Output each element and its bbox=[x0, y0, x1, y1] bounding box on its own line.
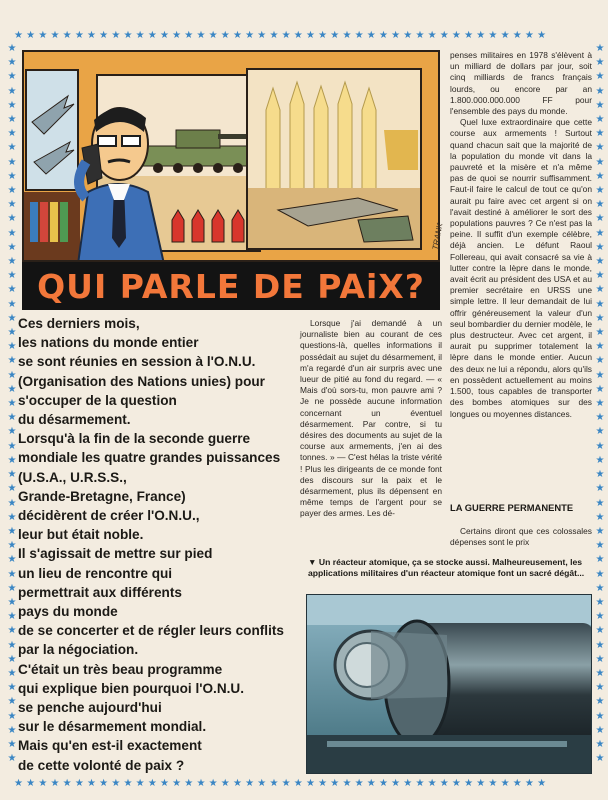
star-border-left: ★ ★ ★ ★ ★ ★ ★ ★ ★ ★ ★ ★ ★ ★ ★ ★ ★ ★ ★ ★ ★ ★ ★ ★ ★ ★ ★ ★ ★ ★ ★ ★ ★ ★ ★ ★ ★ ★ ★ ★ ★ ★ ★ ★ ★ ★ ★ ★ ★ ★ ★ bbox=[7, 43, 17, 765]
article-paragraph: Lorsque j'ai demandé à un journaliste bien au courant de ces questions-là, quelles informations il possédait au sujet du désarmement, il m'a regardé d'un air surpris avec une lueur de pitié au fond du regard. — « Mais d'où sors-tu, mon pauvre ami ? Je ne possède aucune information concernant un éventuel désarmement. Par contre, si tu désires des documents au sujet de la course aux armements, j'en ai des tonnes. » — C'est hélas la triste vérité ! Plus les dirigeants de ce monde font des discours sur la paix et le désarmement, plus ils dépensent en même temps de l'argent pour se payer des armes. Les dé- bbox=[300, 318, 442, 519]
man-on-phone-illustration bbox=[68, 88, 178, 262]
missile-scene-illustration bbox=[248, 70, 420, 248]
intro-line: un lieu de rencontre qui bbox=[18, 565, 173, 581]
headline: QUI PARLE DE PAiX? bbox=[37, 267, 425, 306]
intro-line: Mais qu'en est-il exactement bbox=[18, 738, 202, 754]
article-column-right bbox=[450, 50, 592, 420]
intro-line: les nations du monde entier bbox=[18, 335, 199, 351]
comic-illustration bbox=[22, 50, 440, 262]
intro-line: s'occuper de la question bbox=[18, 392, 177, 408]
intro-line: du désarmement. bbox=[18, 412, 131, 428]
intro-line: pays du monde bbox=[18, 604, 118, 620]
intro-line: de se concerter et de régler leurs conflits bbox=[18, 623, 284, 639]
photo-caption: ▼ Un réacteur atomique, ça se stocke aussi. Malheureusement, les applications militaires d'un réacteur atomique font un sacré dégât... bbox=[308, 557, 585, 578]
intro-line: Il s'agissait de mettre sur pied bbox=[18, 546, 213, 562]
section-subhead: LA GUERRE PERMANENTE bbox=[450, 502, 574, 513]
intro-line: se sont réunies en session à l'O.N.U. bbox=[18, 354, 256, 370]
article-paragraph: Certains diront que ces colossales dépenses sont le prix bbox=[450, 526, 592, 548]
intro-line: se penche aujourd'hui bbox=[18, 700, 162, 716]
intro-line: décidèrent de créer l'O.N.U., bbox=[18, 508, 200, 524]
intro-text bbox=[18, 314, 294, 775]
star-border-top: ★★★★★★★★★★★★★★★★★★★★★★★★★★★★★★★★★★★★★★★★★★★★ bbox=[14, 30, 550, 41]
artist-signature: TRANK bbox=[430, 222, 445, 251]
intro-line: C'était un très beau programme bbox=[18, 661, 223, 677]
intro-line: (U.S.A., U.R.S.S., bbox=[18, 469, 127, 485]
intro-line: Grande-Bretagne, France) bbox=[18, 488, 186, 504]
headline-band bbox=[22, 262, 440, 310]
intro-line: de cette volonté de paix ? bbox=[18, 757, 185, 773]
intro-line: sur le désarmement mondial. bbox=[18, 719, 207, 735]
article-column-right-lower bbox=[450, 526, 592, 548]
intro-line: permettrait aux différents bbox=[18, 584, 182, 600]
intro-line: Ces derniers mois, bbox=[18, 316, 140, 331]
reactor-image bbox=[307, 595, 592, 774]
intro-line: (Organisation des Nations unies) pour bbox=[18, 373, 265, 389]
article-column-middle bbox=[300, 318, 442, 520]
star-border-right: ★ ★ ★ ★ ★ ★ ★ ★ ★ ★ ★ ★ ★ ★ ★ ★ ★ ★ ★ ★ ★ ★ ★ ★ ★ ★ ★ ★ ★ ★ ★ ★ ★ ★ ★ ★ ★ ★ ★ ★ ★ ★ ★ ★ ★ ★ ★ ★ ★ ★ ★ bbox=[595, 43, 605, 765]
intro-line: mondiale les quatre grandes puissances bbox=[18, 450, 281, 466]
star-border-bottom: ★★★★★★★★★★★★★★★★★★★★★★★★★★★★★★★★★★★★★★★★★★★★ bbox=[14, 778, 550, 789]
intro-line: Lorsqu'à la fin de la seconde guerre bbox=[18, 431, 251, 447]
shells-illustration bbox=[164, 208, 264, 244]
reactor-photo bbox=[306, 594, 592, 774]
missile-frame bbox=[246, 68, 422, 250]
intro-line: par la négociation. bbox=[18, 642, 139, 658]
article-paragraph: Quel luxe extraordinaire que cette course aux armements ! Surtout quand chacun sait que la majorité de la population du monde vit dans la pauvreté et la misère et n'a même pas de quoi se nourrir suffisamment. Faut-il faire le calcul de tout ce qu'on aurait pu faire avec cet argent si on l'avait destiné à améliorer le sort des populations pauvres ? Ce n'est pas la peine. Il suffit d'un exemple célèbre, déjà ancien. Le défunt Raoul Follereau, qui avait consacré sa vie à lutter contre la lèpre dans le monde, avait écrit au président des USA et au premier secrétaire en URSS une simple lettre. Il leur demandait de lui offrir généreusement la valeur d'un seul bombardier du dernier modèle, le plus destructeur. Avec cet argent, il aurait pu supprimer totalement la lèpre dans le monde entier. Aucun des deux ne lui a répondu, alors qu'ils en possèdent actuellement au moins 1.500, tous capables de transporter des bombes atomiques sur des longues ou moyennes distances. bbox=[450, 117, 592, 419]
intro-line: qui explique bien pourquoi l'O.N.U. bbox=[18, 680, 245, 696]
intro-line: leur but était noble. bbox=[18, 527, 144, 543]
article-paragraph: penses militaires en 1978 s'élèvent à un milliard de dollars par jour, soit cinq milliards de francs français lourds, ou encore par an 1.800.000.000.000 FF pour l'ensemble des pays du monde. bbox=[450, 50, 592, 117]
